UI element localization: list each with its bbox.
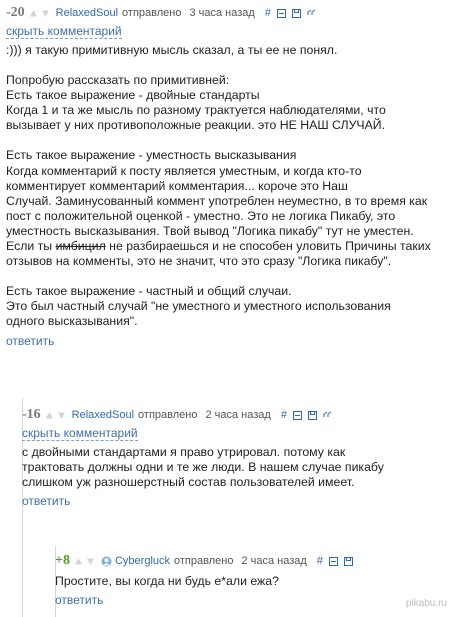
reply-link[interactable]: ответить	[6, 333, 55, 348]
comment-line: комментирует комментарий комментария... короче это Наш	[6, 178, 348, 193]
user-avatar-icon	[101, 556, 112, 567]
vote-down-icon[interactable]	[41, 9, 50, 18]
comment	[22, 406, 446, 510]
hide-comment-link[interactable]: скрыть комментарий	[22, 426, 138, 440]
quote-icon[interactable]	[323, 411, 332, 420]
collapse-icon[interactable]	[329, 557, 338, 566]
comment-line: Когда 1 и та же мысль по разному трактуется наблюдателями, что	[6, 103, 386, 118]
save-icon[interactable]	[308, 411, 317, 420]
comment-line: Когда комментарий к посту является уместным, и когда кто-то	[6, 163, 362, 178]
comment-line: вызывает у них противоположные реакции. это НЕ НАШ СЛУЧАЙ.	[6, 118, 386, 133]
comment-header	[6, 4, 450, 22]
text-fragment: Если ты	[6, 239, 56, 254]
hash-link[interactable]: #	[264, 7, 271, 19]
strikethrough-text: имбицил	[55, 239, 106, 254]
vote-up-icon[interactable]	[45, 411, 54, 420]
comment-time: 2 часа назад	[205, 409, 271, 421]
collapse-icon[interactable]	[277, 9, 286, 18]
comment-line: с двойными стандартами я право утрировал. потому как	[22, 445, 346, 459]
comment	[55, 552, 447, 609]
reply-link[interactable]: ответить	[55, 593, 104, 608]
comment	[6, 4, 450, 350]
collapse-icon[interactable]	[293, 411, 302, 420]
comment-line: Есть такое выражение - частный и общий случаи.	[6, 284, 292, 299]
comment-line: слишком уж разношерстный состав пользователей имеет.	[22, 475, 355, 490]
comment-line: Есть такое выражение - двойные стандарты	[6, 88, 260, 103]
sent-label: отправлено	[174, 555, 234, 567]
comment-line	[6, 239, 450, 254]
comment-header	[22, 406, 446, 424]
comment-author[interactable]: RelaxedSoul	[55, 7, 119, 19]
vote-up-icon[interactable]	[74, 557, 83, 566]
text-fragment: не разбираешься и не способен уловить Причины таких	[105, 239, 431, 254]
vote-buttons	[45, 411, 66, 420]
vote-down-icon[interactable]	[57, 411, 66, 420]
vote-buttons	[74, 557, 95, 566]
save-icon[interactable]	[292, 9, 301, 18]
hide-comment-link[interactable]: скрыть комментарий	[6, 24, 122, 38]
comment-rating: +8	[55, 553, 70, 568]
comment-line: Есть такое выражение - уместность высказывания	[6, 148, 297, 163]
comment-tools	[265, 7, 316, 19]
comment-time: 3 часа назад	[189, 7, 255, 19]
comment-line: Это был частный случай "не уместного и уместного использования	[6, 299, 391, 314]
comment-line: уместность высказывания. Твой вывод "Логика пикабу" тут не уместен.	[6, 223, 414, 238]
comment-line: Простите, вы когда ни будь е*али ежа?	[55, 574, 279, 588]
vote-buttons	[29, 9, 50, 18]
sent-label: отправлено	[122, 7, 182, 19]
hash-link[interactable]: #	[316, 555, 323, 567]
comment-author[interactable]: RelaxedSoul	[71, 409, 135, 421]
comment-body	[6, 43, 450, 330]
comment-time: 2 часа назад	[241, 555, 307, 567]
comment-body	[55, 574, 447, 589]
comment-body	[22, 445, 446, 490]
hash-link[interactable]: #	[280, 409, 287, 421]
comment-author[interactable]: Cybergluck	[114, 555, 171, 567]
comment-rating: -20	[6, 5, 25, 20]
sent-label: отправлено	[138, 409, 198, 421]
comment-line: отзывов на комменты, это не значит, что это сразу "Логика пикабу".	[6, 254, 392, 269]
comment-line: :))) я такую примитивную мысль сказал, а ты ее не понял.	[6, 43, 338, 57]
site-watermark: pikabu.ru	[405, 598, 447, 609]
vote-up-icon[interactable]	[29, 9, 38, 18]
comment-line: пост с положительной оценкой - уместно. Это не логика Пикабу, это	[6, 208, 396, 223]
save-icon[interactable]	[344, 557, 353, 566]
comment-tools	[281, 409, 332, 421]
reply-link[interactable]: ответить	[22, 494, 71, 509]
comment-line: Случай. Заминусованный коммент употреблен неуместно, в то время как	[6, 193, 428, 208]
comment-line: одного высказывания".	[6, 314, 138, 329]
comment-line: Попробую рассказать по примитивней:	[6, 73, 230, 88]
comment-tools	[317, 555, 353, 567]
vote-down-icon[interactable]	[86, 557, 95, 566]
quote-icon[interactable]	[307, 9, 316, 18]
comment-header	[55, 552, 447, 570]
comment-line: трактовать должны одни и те же люди. В нашем случае пикабу	[22, 460, 384, 475]
comment-rating: -16	[22, 407, 41, 422]
